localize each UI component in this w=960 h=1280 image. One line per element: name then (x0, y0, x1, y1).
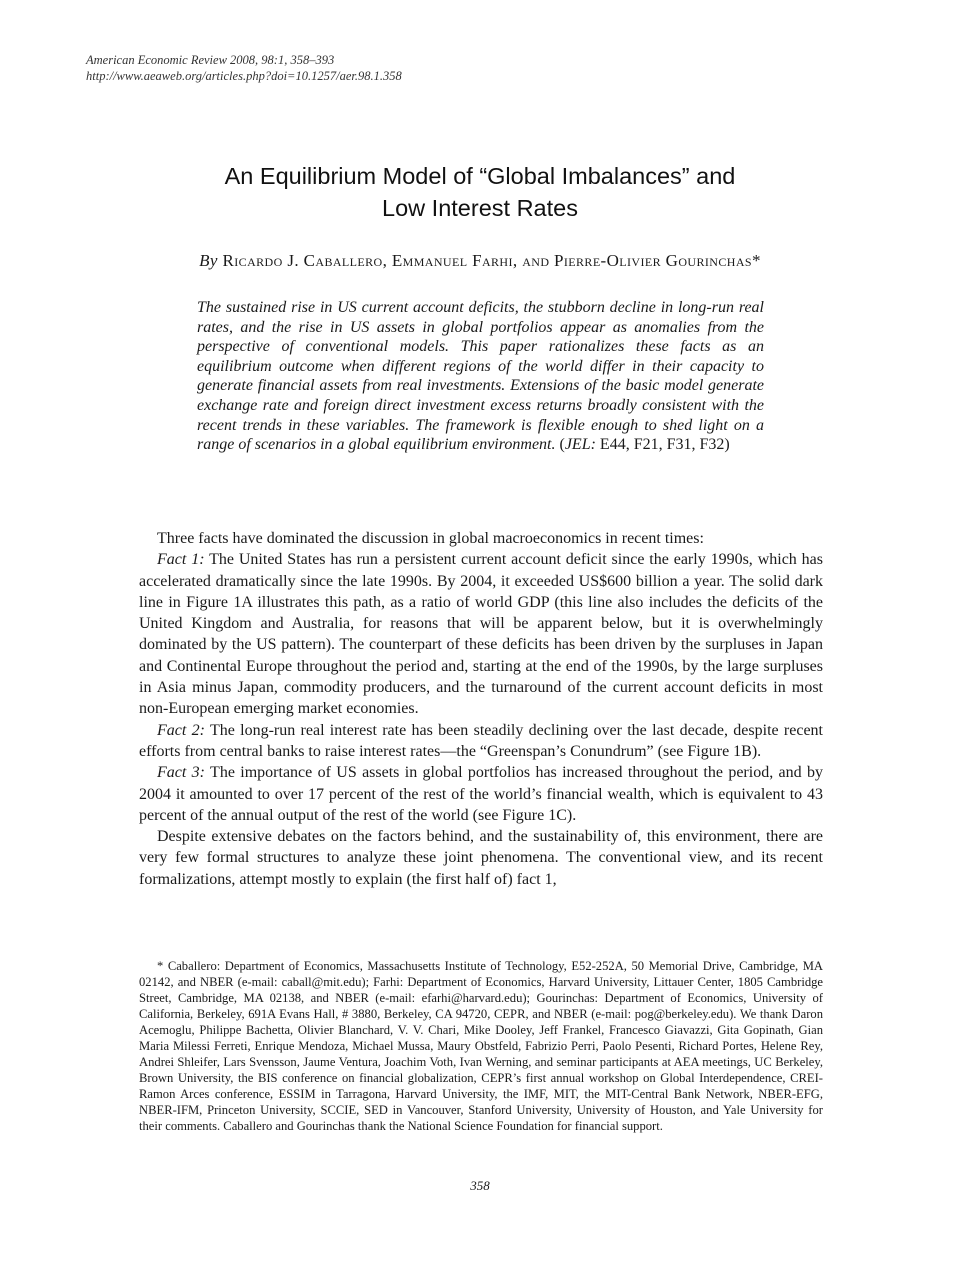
running-header (86, 52, 402, 84)
paper-title (0, 160, 960, 224)
fact-1-paragraph (139, 549, 823, 719)
author-line (0, 250, 960, 272)
fact-3-text: The importance of US assets in global portfolios has increased throughout the period, and by 2004 it amounted to over 17 percent of the rest of the world’s financial wealth, which is equivalent to 43 percent of the annual output of the rest of the world (see Figure 1C). (139, 764, 823, 824)
abstract (197, 298, 764, 455)
fact-3-label: Fact 3: (157, 764, 205, 782)
fact-2-paragraph (139, 720, 823, 763)
closing-paragraph: Despite extensive debates on the factors behind, and the sustainability of, this environment, there are very few formal structures to analyze these joint phenomena. The conventional view, and its recent formalizations, attempt mostly to explain (the first half of) fact 1, (139, 828, 823, 888)
jel-open: ( (559, 436, 565, 454)
by-label: By (199, 251, 218, 270)
fact-2-label: Fact 2: (157, 721, 205, 739)
intro-paragraph: Three facts have dominated the discussion in global macroeconomics in recent times: (157, 530, 704, 547)
title-line-2: Low Interest Rates (382, 195, 578, 221)
footnote (139, 958, 823, 1134)
footnote-text: * Caballero: Department of Economics, Massachusetts Institute of Technology, E52-252A, 50 Memorial Drive, Cambridge, MA 02142, and NBER (e-mail: caball@mit.edu); Farhi: Department of Economics, Harvard University, Littauer Center, 1805 Cambridge Street, Cambridge, MA 02138, and NBER (e-mail: efarhi@harvard.edu); Gourinchas: Department of Economics, University of California, Berkeley, 691A Evans Hall, # 3880, Berkeley, CA 94720, CEPR, and NBER (e-mail: pog@berkeley.edu). We thank Daron Acemoglu, Philippe Bachetta, Olivier Blanchard, V. V. Chari, Mike Dooley, Jeff Frankel, Francesco Giavazzi, Gita Gopinath, Gian Maria Milessi Ferreti, Enrique Mendoza, Michael Mussa, Maury Obstfeld, Fabrizio Perri, Paolo Pesenti, Richard Portes, Helene Rey, Andrei Shleifer, Lars Svensson, Jaume Ventura, Joachim Voth, Ivan Werning, and seminar participants at AEA meetings, UC Berkeley, Brown University, the BIS conference on financial globalization, CEPR’s first annual workshop on Global Interdependence, CREI-Ramon Arces conference, ESSIM in Tarragona, Harvard University, the IMF, MIT, the MIT-Central Bank Network, NBER-EFG, NBER-IFM, Princeton University, SCCIE, SED in Vancouver, Stanford University, University of Houston, and Yale University for their comments. Caballero and Gourinchas thank the National Science Foundation for financial support. (139, 959, 823, 1133)
fact-1-text: The United States has run a persistent current account deficit since the early 1990s, which has accelerated dramatically since the late 1990s. By 2004, it exceeded US$600 billion a year. The solid dark line in Figure 1A illustrates this path, as a ratio of world GDP (this line also includes the deficits of the United Kingdom and Australia, for reasons that will be apparent below, but it is overwhelmingly dominated by the US pattern). The counterpart of these deficits has been driven by the surpluses in Japan and Continental Europe throughout the period and, starting at the end of the 1990s, by the large surpluses in Asia minus Japan, commodity producers, and the turnaround of the current account deficits in most non-European emerging market economies. (139, 551, 823, 718)
jel-code-list: E44, F21, F31, F32) (595, 436, 730, 454)
abstract-text: The sustained rise in US current account deficits, the stubborn decline in long-run real rates, and the rise in US assets in global portfolios appear as anomalies from the perspective of conventional models. This paper rationalizes these facts as an equilibrium outcome when different regions of the world differ in their capacity to generate financial assets from real investments. Extensions of the basic model generate exchange rate and foreign direct investment excess returns broadly consistent with the recent trends in these variables. The framework is flexible enough to shed light on a range of scenarios in a global equilibrium environment. (197, 299, 764, 454)
page-number: 358 (470, 1178, 490, 1193)
author-names: Ricardo J. Caballero, Emmanuel Farhi, and Pierre-Olivier Gourinchas* (222, 251, 761, 270)
fact-3-paragraph (139, 762, 823, 826)
title-line-1: An Equilibrium Model of “Global Imbalances” and (224, 163, 736, 189)
journal-citation: American Economic Review 2008, 98:1, 358–393 (86, 53, 335, 67)
fact-1-label: Fact 1: (157, 551, 205, 569)
jel-codes (559, 436, 729, 453)
fact-2-text: The long-run real interest rate has been steadily declining over the last decade, despite recent efforts from central banks to raise interest rates—the “Greenspan’s Conundrum” (see Figure 1B). (139, 721, 823, 760)
jel-label: JEL: (564, 436, 596, 454)
article-url: http://www.aeaweb.org/articles.php?doi=10.1257/aer.98.1.358 (86, 69, 402, 83)
main-body (139, 528, 823, 890)
